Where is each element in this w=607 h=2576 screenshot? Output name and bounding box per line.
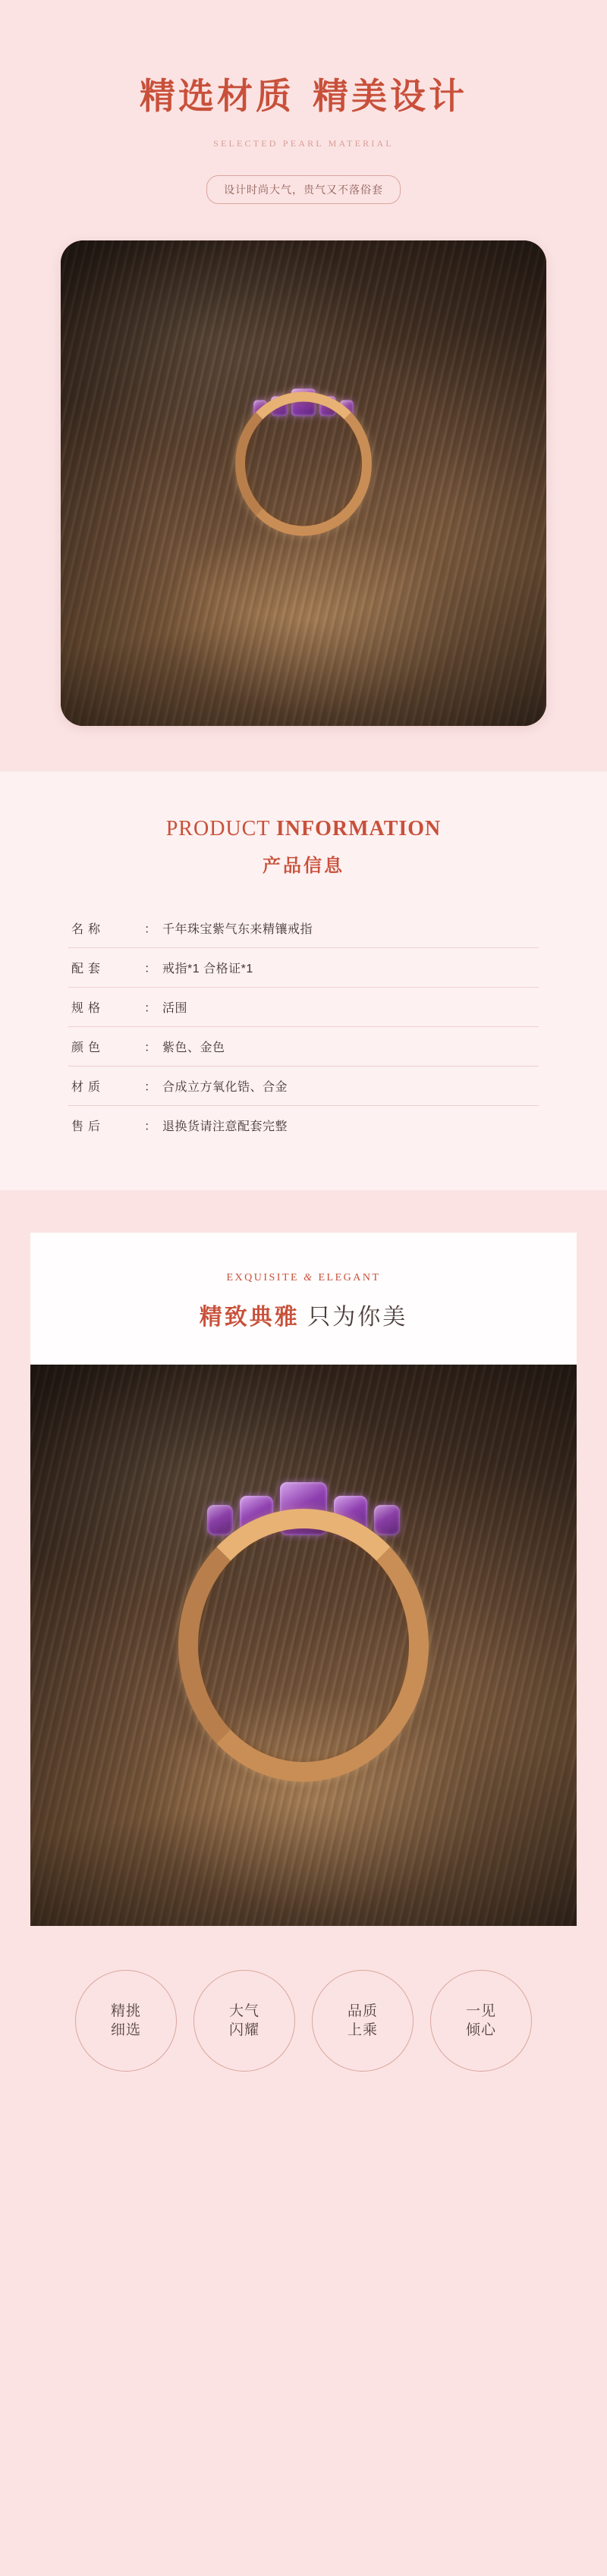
spec-colon: ： bbox=[144, 1120, 157, 1134]
exquisite-product-photo bbox=[30, 1365, 577, 1926]
feature-line-2: 倾心 bbox=[465, 2022, 496, 2039]
hero-badge: 设计时尚大气，贵气又不落俗套 bbox=[206, 175, 401, 204]
spec-colon: ： bbox=[144, 1041, 157, 1055]
spec-value: 合成立方氧化锆、合金 bbox=[162, 1081, 288, 1095]
product-info-title-en-bold: INFORMATION bbox=[275, 817, 442, 841]
feature-line-2: 上乘 bbox=[347, 2022, 378, 2039]
table-row bbox=[68, 909, 539, 948]
table-row bbox=[68, 1027, 539, 1067]
spec-table bbox=[68, 909, 539, 1145]
spec-colon: ： bbox=[144, 1002, 157, 1016]
spec-label: 颜色 bbox=[71, 1041, 105, 1055]
exquisite-title-cn-dark: 只为你美 bbox=[307, 1305, 408, 1330]
product-info-title-en-light: PRODUCT bbox=[165, 817, 276, 841]
exquisite-card bbox=[30, 1233, 577, 1926]
feature-line-1: 一见 bbox=[465, 2003, 496, 2019]
spec-value: 活围 bbox=[162, 1002, 188, 1016]
feature-circle-4 bbox=[430, 1970, 532, 2072]
spec-label: 售后 bbox=[71, 1120, 105, 1134]
product-info-title-cn: 产品信息 bbox=[263, 856, 344, 877]
exquisite-title-en-amp: & bbox=[299, 1272, 319, 1284]
spec-value: 紫色、金色 bbox=[162, 1041, 225, 1055]
feature-line-1: 大气 bbox=[228, 2003, 259, 2019]
hero-badge-wrap bbox=[0, 175, 607, 204]
hero-title-left: 精选材质 bbox=[140, 77, 294, 117]
spec-label: 材质 bbox=[71, 1081, 105, 1095]
table-row bbox=[68, 1106, 539, 1145]
spec-label: 配套 bbox=[71, 963, 105, 976]
page-title bbox=[0, 76, 607, 118]
spec-value: 戒指*1 合格证*1 bbox=[162, 963, 253, 976]
hero-section bbox=[0, 0, 607, 771]
exquisite-section bbox=[0, 1190, 607, 1926]
table-row bbox=[68, 1067, 539, 1106]
feature-line-2: 闪耀 bbox=[228, 2022, 259, 2039]
spec-colon: ： bbox=[144, 963, 157, 976]
feature-line-1: 精挑 bbox=[110, 2003, 141, 2019]
exquisite-title-cn-red: 精致典雅 bbox=[199, 1305, 300, 1330]
hero-title-right: 精美设计 bbox=[313, 77, 467, 117]
spec-colon: ： bbox=[144, 923, 157, 937]
feature-circle-1 bbox=[75, 1970, 177, 2072]
spec-label: 名称 bbox=[71, 923, 105, 937]
exquisite-title-en-a: EXQUISITE bbox=[226, 1272, 300, 1284]
product-information-section bbox=[0, 771, 607, 1190]
spec-value: 退换货请注意配套完整 bbox=[162, 1120, 288, 1134]
product-info-title-en bbox=[0, 817, 607, 841]
feature-line-2: 细选 bbox=[110, 2022, 141, 2039]
feature-line-1: 品质 bbox=[347, 2003, 378, 2019]
exquisite-title-en-b: ELEGANT bbox=[318, 1272, 381, 1284]
photo-vignette bbox=[30, 1365, 577, 1926]
exquisite-title-en bbox=[30, 1272, 577, 1284]
exquisite-title-cn bbox=[30, 1298, 577, 1331]
feature-circle-3 bbox=[312, 1970, 414, 2072]
table-row bbox=[68, 948, 539, 988]
spec-value: 千年珠宝紫气东来精镶戒指 bbox=[162, 923, 313, 937]
hero-subtitle-en: SELECTED PEARL MATERIAL bbox=[213, 138, 394, 149]
feature-circle-2 bbox=[193, 1970, 295, 2072]
table-row bbox=[68, 988, 539, 1027]
hero-product-photo bbox=[61, 240, 546, 726]
feature-circles-section bbox=[0, 1926, 607, 2125]
spec-label: 规格 bbox=[71, 1002, 105, 1016]
spec-colon: ： bbox=[144, 1081, 157, 1095]
photo-vignette bbox=[61, 240, 546, 726]
